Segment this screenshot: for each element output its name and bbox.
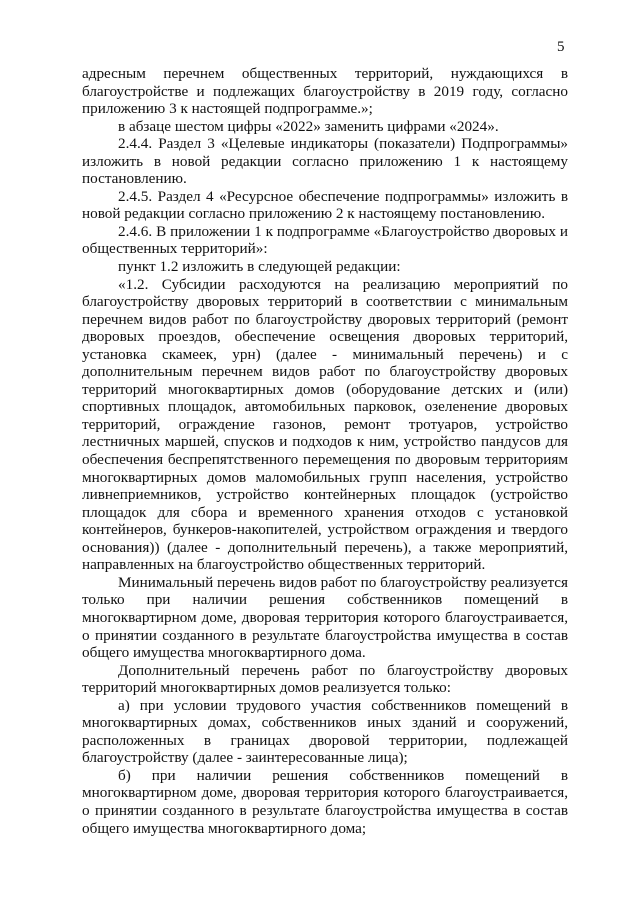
paragraph-additional-list: Дополнительный перечень работ по благоустройству дворовых территорий многоквартирных домов реализуется только: (82, 661, 568, 697)
paragraph-minimal-list: Минимальный перечень видов работ по благоустройству реализуется только при наличии решения собственников помещений в многоквартирном доме, дворовая территория которого благоустраивается, о принятии созданного в результате благоустройства имущества в состав общего имущества многоквартирного дома. (82, 573, 568, 662)
paragraph-2-4-4: 2.4.4. Раздел 3 «Целевые индикаторы (показатели) Подпрограммы» изложить в новой редакции согласно приложению 1 к настоящему постановлению. (82, 135, 568, 188)
paragraph-address-list: адресным перечнем общественных территорий, нуждающихся в благоустройстве и подлежащих благоустройству в 2019 году, согласно приложению 3 к настоящей подпрограмме.»; (82, 65, 568, 118)
paragraph-punkt-1-2-intro: пункт 1.2 изложить в следующей редакции: (118, 258, 401, 276)
paragraph-2-4-5: 2.4.5. Раздел 4 «Ресурсное обеспечение подпрограммы» изложить в новой редакции согласно приложению 2 к настоящему постановлению. (82, 187, 568, 223)
paragraph-item-a: а) при условии трудового участия собственников помещений в многоквартирных домах, собственников иных зданий и сооружений, расположенных в границах дворовой территории, подлежащей благоустройству (далее - заинтересованные лица); (82, 696, 568, 767)
paragraph-2-4-6: 2.4.6. В приложении 1 к подпрограмме «Благоустройство дворовых и общественных территорий»: (82, 222, 568, 258)
page-number: 5 (557, 39, 565, 55)
paragraph-1-2-subsidies: «1.2. Субсидии расходуются на реализацию мероприятий по благоустройству дворовых территорий в соответствии с минимальным перечнем видов работ по благоустройству дворовых территорий (ремонт дворовых проездов, обеспечение освещения дворовых территорий, установка скамеек, урн) (далее - минимальный перечень) и с дополнительным перечнем видов работ по благоустройству дворовых территорий многоквартирных домов (оборудование детских и (или) спортивных площадок, автомобильных парковок, озеленение дворовых территорий, ограждение газонов, ремонт тротуаров, устройство лестничных маршей, спусков и подходов к ним, устройство пандусов для обеспечения беспрепятственного перемещения по дворовым территориям многоквартирных домов маломобильных групп населения, устройство ливнеприемников, устройство контейнерных площадок (устройство площадок для сбора и временного хранения отходов с установкой контейнеров, бункеров-накопителей, устройством ограждения и твердого основания)) (далее - дополнительный перечень), а также мероприятий, направленных на благоустройство общественных территорий. (82, 275, 568, 574)
paragraph-sixth-abzac: в абзаце шестом цифры «2022» заменить цифрами «2024». (118, 117, 499, 135)
paragraph-item-b: б) при наличии решения собственников помещений в многоквартирном доме, дворовая территория которого благоустраивается, о принятии созданного в результате благоустройства имущества в состав общего имущества многоквартирного дома; (82, 766, 568, 837)
document-body (82, 65, 568, 837)
